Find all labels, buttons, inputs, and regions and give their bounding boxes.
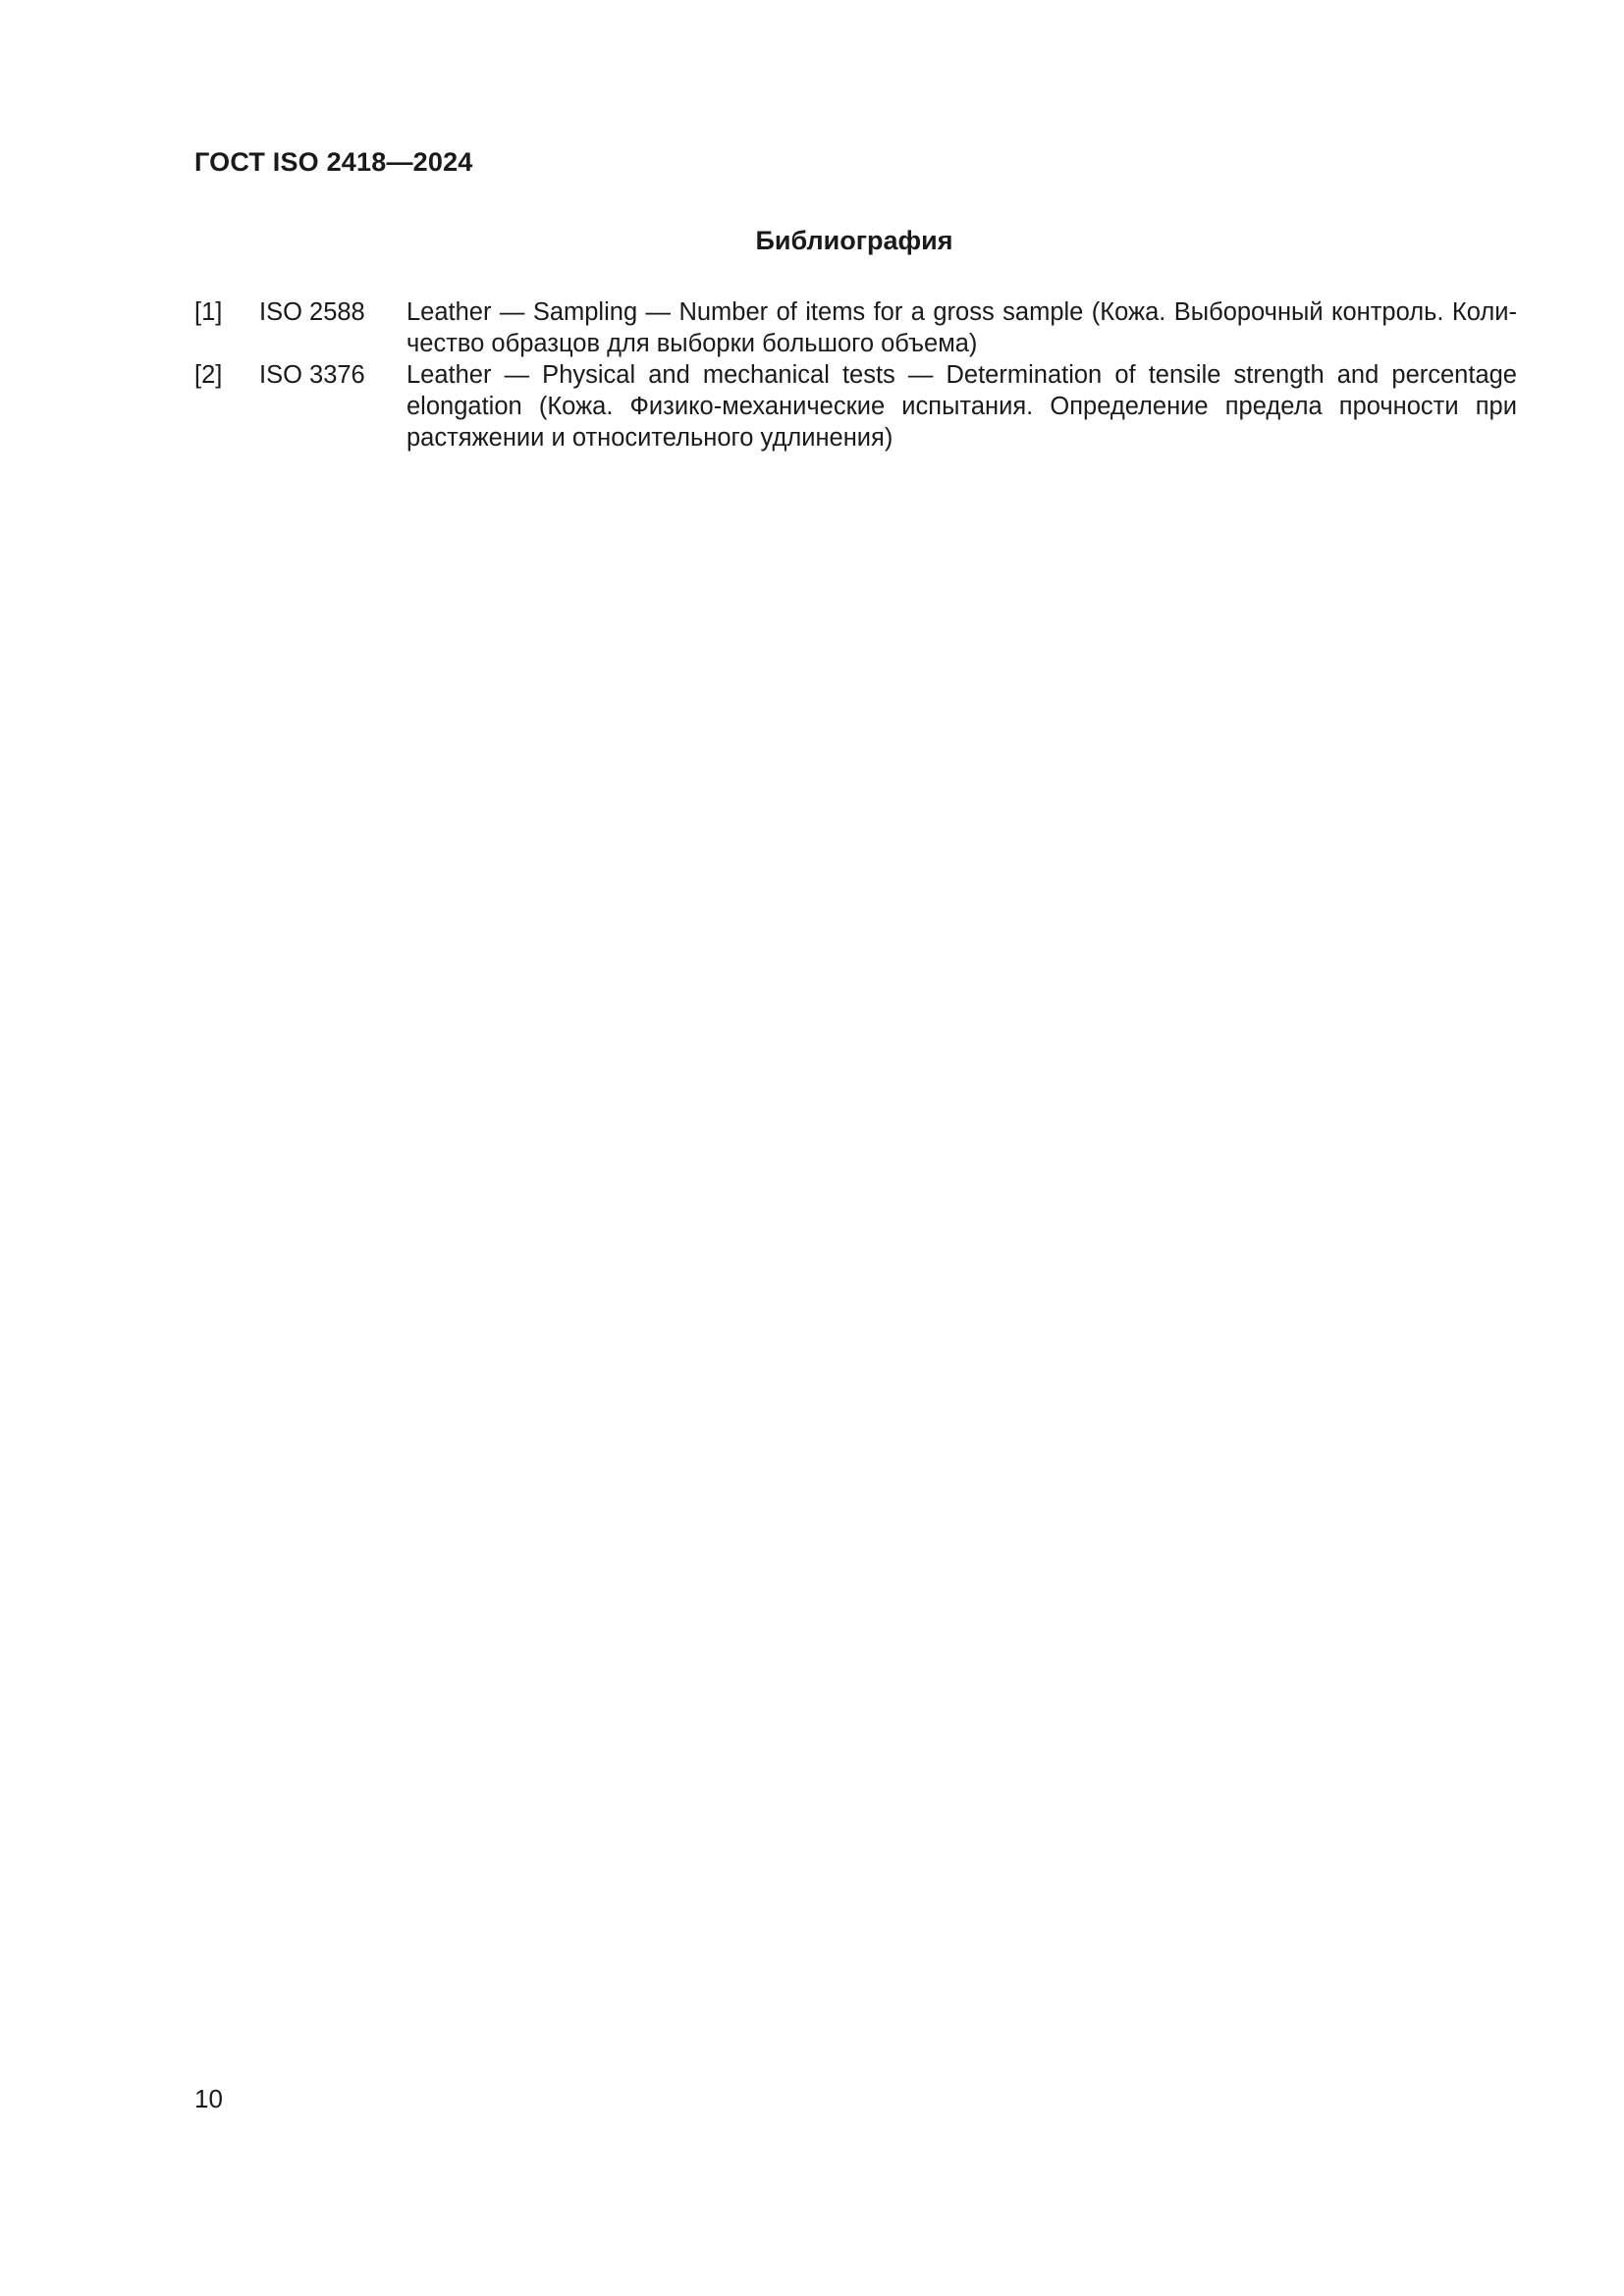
document-header: ГОСТ ISO 2418—2024 bbox=[194, 147, 473, 177]
standard-code: ISO 2588 bbox=[259, 298, 365, 326]
entry-number: [2] bbox=[194, 361, 223, 389]
bibliography-entry bbox=[194, 359, 1517, 454]
page-number: 10 bbox=[194, 2084, 223, 2113]
section-title: Библиография bbox=[755, 226, 953, 255]
bibliography-list bbox=[194, 296, 1517, 454]
bibliography-entry bbox=[194, 296, 1517, 359]
standard-code: ISO 3376 bbox=[259, 361, 365, 389]
entry-text: Leather — Sampling — Number of items for a gross sample (Кожа. Выборочный контроль. Количество образцов для выборки большого объема) bbox=[406, 298, 1517, 357]
entry-text: Leather — Physical and mechanical tests — Determination of tensile strength and percentage elongation (Кожа. Физико-механические испытания. Определение предела прочности при растяжении и относительного удлинения) bbox=[406, 361, 1517, 452]
entry-number: [1] bbox=[194, 298, 223, 326]
